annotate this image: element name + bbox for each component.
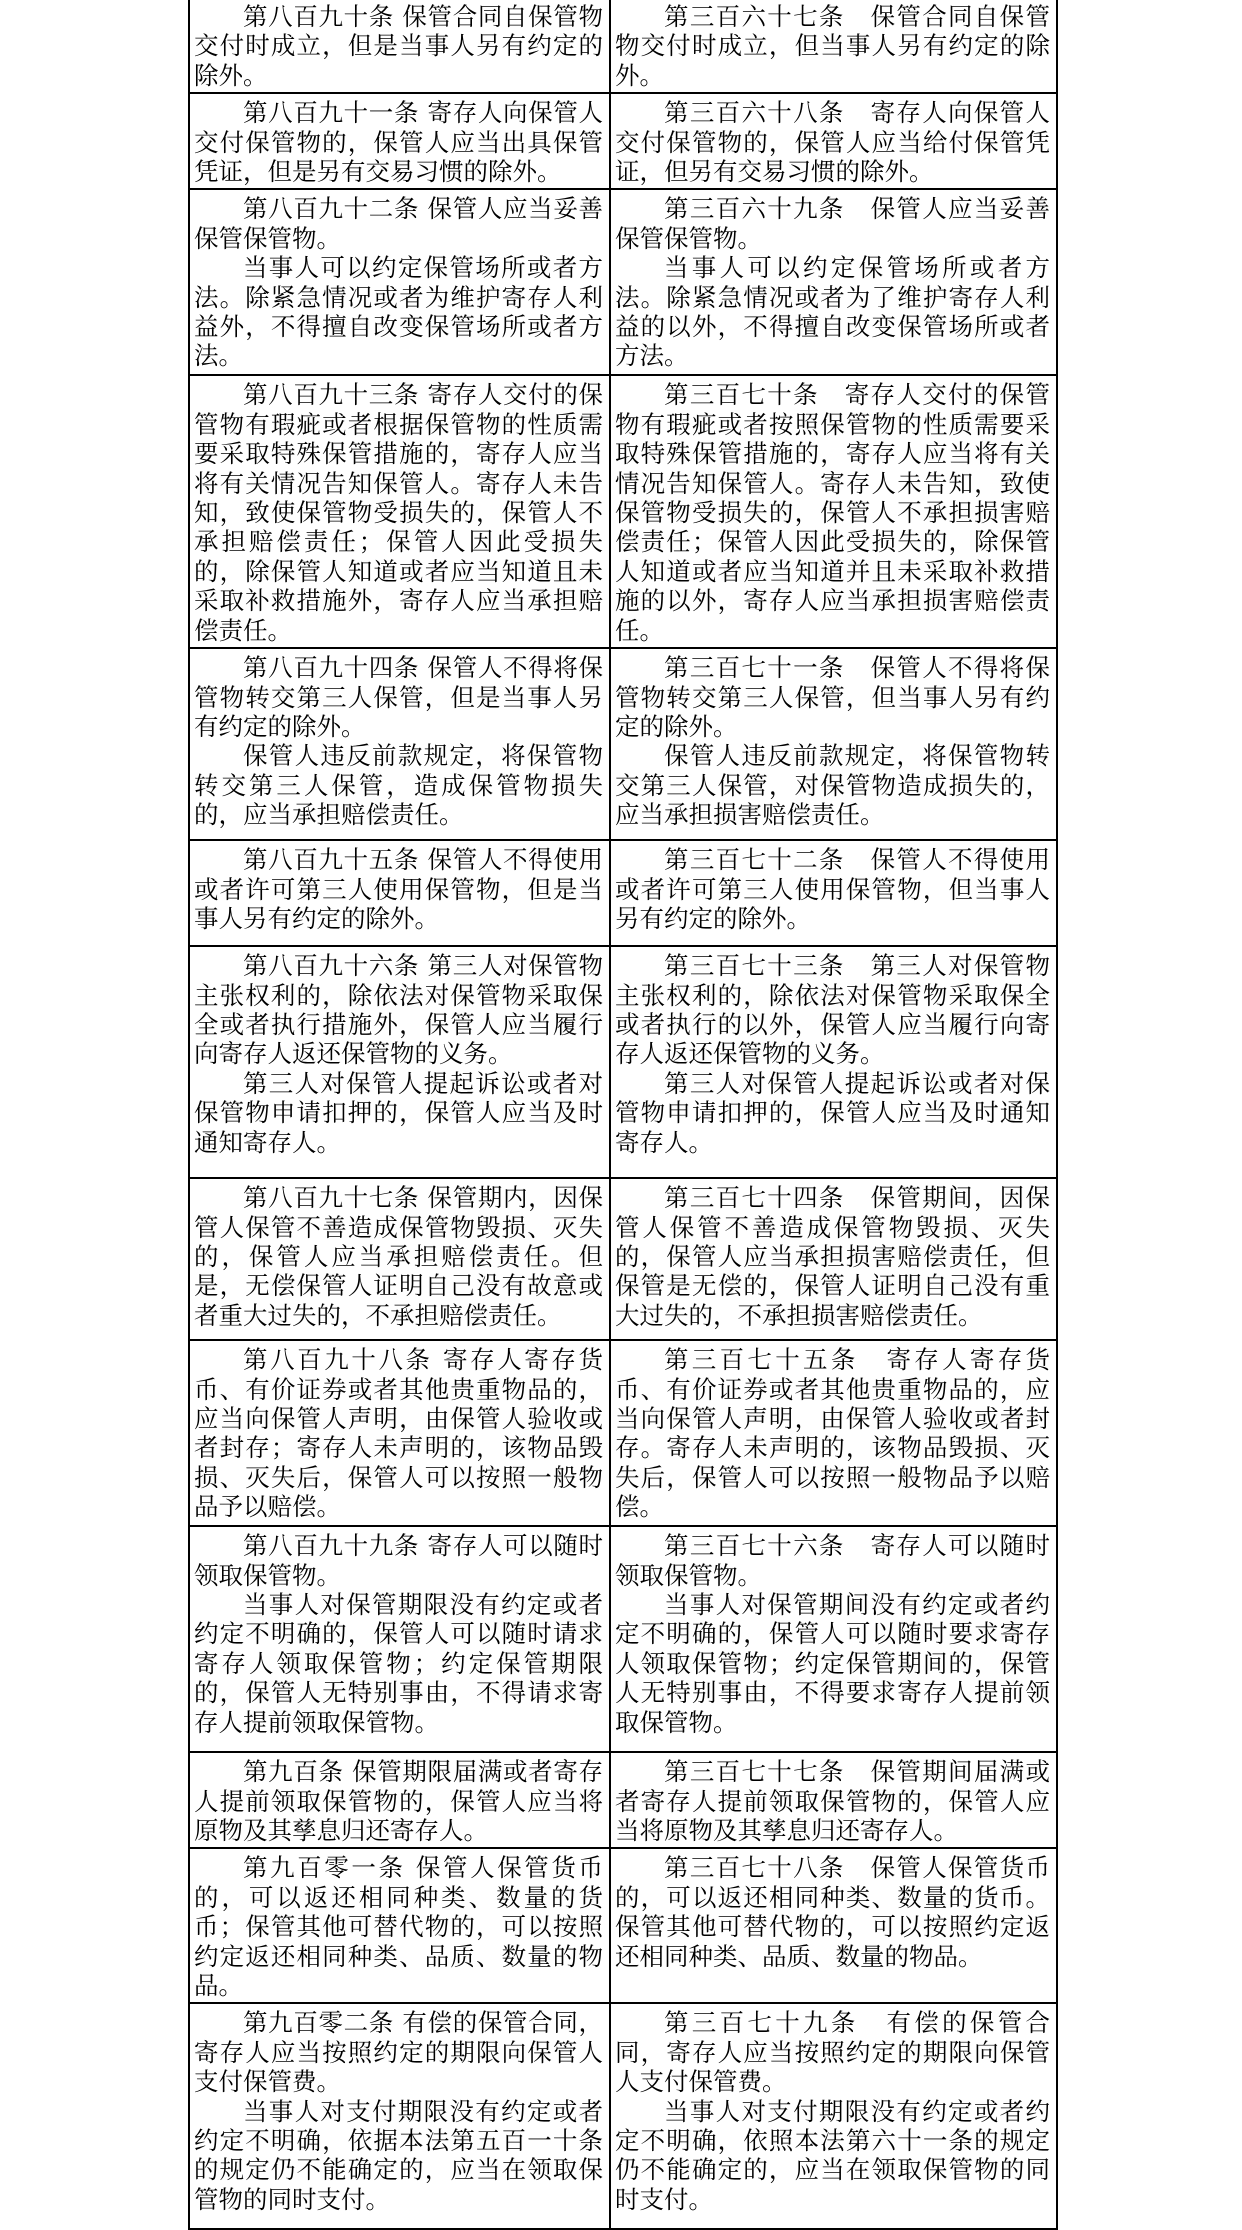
article-paragraph: 保管人违反前款规定，将保管物转交第三人保管，造成保管物损失的，应当承担赔偿责任。 bbox=[194, 741, 603, 830]
article-paragraph: 当事人可以约定保管场所或者方法。除紧急情况或者为维护寄存人利益外，不得擅自改变保管场所或者方法。 bbox=[194, 253, 603, 371]
article-row bbox=[189, 189, 1057, 375]
new-law-cell bbox=[189, 1178, 610, 1340]
article-row bbox=[189, 946, 1057, 1178]
article-paragraph: 当事人可以约定保管场所或者方法。除紧急情况或者为了维护寄存人利益的以外，不得擅自改变保管场所或者方法。 bbox=[615, 253, 1050, 371]
article-paragraph: 第三百七十五条 寄存人寄存货币、有价证券或者其他贵重物品的，应当向保管人声明，由保管人验收或者封存。寄存人未声明的，该物品毁损、灭失后，保管人可以按照一般物品予以赔偿。 bbox=[615, 1345, 1050, 1522]
new-law-cell bbox=[189, 1526, 610, 1752]
new-law-cell bbox=[189, 0, 610, 93]
article-row bbox=[189, 1752, 1057, 1848]
article-paragraph: 第九百零二条 有偿的保管合同，寄存人应当按照约定的期限向保管人支付保管费。 bbox=[194, 2008, 603, 2097]
article-row bbox=[189, 2003, 1057, 2229]
article-paragraph: 第八百九十九条 寄存人可以随时领取保管物。 bbox=[194, 1531, 603, 1590]
article-paragraph: 第三百六十八条 寄存人向保管人交付保管物的，保管人应当给付保管凭证，但另有交易习惯的除外。 bbox=[615, 98, 1050, 187]
article-paragraph: 第三百六十七条 保管合同自保管物交付时成立，但当事人另有约定的除外。 bbox=[615, 2, 1050, 90]
article-row bbox=[189, 1526, 1057, 1752]
article-paragraph: 第三百七十七条 保管期间届满或者寄存人提前领取保管物的，保管人应当将原物及其孳息归还寄存人。 bbox=[615, 1757, 1050, 1845]
article-paragraph: 当事人对保管期间没有约定或者约定不明确的，保管人可以随时要求寄存人领取保管物；约定保管期间的，保管人无特别事由，不得要求寄存人提前领取保管物。 bbox=[615, 1589, 1050, 1737]
article-paragraph: 第三百六十九条 保管人应当妥善保管保管物。 bbox=[615, 194, 1050, 253]
old-law-cell bbox=[610, 2003, 1057, 2229]
new-law-cell bbox=[189, 648, 610, 840]
article-row bbox=[189, 375, 1057, 648]
new-law-cell bbox=[189, 946, 610, 1178]
article-paragraph: 第九百零一条 保管人保管货币的，可以返还相同种类、数量的货币；保管其他可替代物的，可以按照约定返还相同种类、品质、数量的物品。 bbox=[194, 1853, 603, 2000]
article-row bbox=[189, 0, 1057, 93]
article-row bbox=[189, 1848, 1057, 2003]
article-paragraph: 当事人对支付期限没有约定或者约定不明确，依照本法第六十一条的规定仍不能确定的，应当在领取保管物的同时支付。 bbox=[615, 2096, 1050, 2214]
old-law-cell bbox=[610, 0, 1057, 93]
old-law-cell bbox=[610, 1340, 1057, 1526]
article-paragraph: 第八百九十五条 保管人不得使用或者许可第三人使用保管物，但是当事人另有约定的除外。 bbox=[194, 845, 603, 933]
old-law-cell bbox=[610, 946, 1057, 1178]
article-paragraph: 第三百七十三条 第三人对保管物主张权利的，除依法对保管物采取保全或者执行的以外，保管人应当履行向寄存人返还保管物的义务。 bbox=[615, 951, 1050, 1069]
old-law-cell bbox=[610, 1848, 1057, 2003]
new-law-cell bbox=[189, 93, 610, 189]
new-law-cell bbox=[189, 1752, 610, 1848]
article-row bbox=[189, 1340, 1057, 1526]
old-law-cell bbox=[610, 93, 1057, 189]
new-law-cell bbox=[189, 1848, 610, 2003]
article-paragraph: 第八百九十二条 保管人应当妥善保管保管物。 bbox=[194, 194, 603, 253]
article-paragraph: 第八百九十四条 保管人不得将保管物转交第三人保管，但是当事人另有约定的除外。 bbox=[194, 653, 603, 741]
article-paragraph: 第三百七十一条 保管人不得将保管物转交第三人保管，但当事人另有约定的除外。 bbox=[615, 653, 1050, 741]
new-law-cell bbox=[189, 2003, 610, 2229]
article-paragraph: 第八百九十七条 保管期内，因保管人保管不善造成保管物毁损、灭失的，保管人应当承担赔偿责任。但是，无偿保管人证明自己没有故意或者重大过失的，不承担赔偿责任。 bbox=[194, 1183, 603, 1330]
old-law-cell bbox=[610, 1526, 1057, 1752]
old-law-cell bbox=[610, 1178, 1057, 1340]
old-law-cell bbox=[610, 1752, 1057, 1848]
old-law-cell bbox=[610, 189, 1057, 375]
article-paragraph: 第八百九十条 保管合同自保管物交付时成立，但是当事人另有约定的除外。 bbox=[194, 2, 603, 90]
new-law-cell bbox=[189, 1340, 610, 1526]
new-law-cell bbox=[189, 840, 610, 946]
article-paragraph: 第三人对保管人提起诉讼或者对保管物申请扣押的，保管人应当及时通知寄存人。 bbox=[194, 1068, 603, 1157]
comparison-table bbox=[188, 0, 1058, 2230]
article-row bbox=[189, 840, 1057, 946]
article-paragraph: 第三人对保管人提起诉讼或者对保管物申请扣押的，保管人应当及时通知寄存人。 bbox=[615, 1068, 1050, 1157]
article-paragraph: 第八百九十一条 寄存人向保管人交付保管物的，保管人应当出具保管凭证，但是另有交易习惯的除外。 bbox=[194, 98, 603, 187]
new-law-cell bbox=[189, 189, 610, 375]
article-paragraph: 第三百七十六条 寄存人可以随时领取保管物。 bbox=[615, 1531, 1050, 1590]
article-paragraph: 第八百九十八条 寄存人寄存货币、有价证券或者其他贵重物品的，应当向保管人声明，由保管人验收或者封存；寄存人未声明的，该物品毁损、灭失后，保管人可以按照一般物品予以赔偿。 bbox=[194, 1345, 603, 1522]
article-paragraph: 当事人对支付期限没有约定或者约定不明确，依据本法第五百一十条的规定仍不能确定的，应当在领取保管物的同时支付。 bbox=[194, 2096, 603, 2214]
old-law-cell bbox=[610, 375, 1057, 648]
article-paragraph: 第九百条 保管期限届满或者寄存人提前领取保管物的，保管人应当将原物及其孳息归还寄存人。 bbox=[194, 1757, 603, 1845]
article-row bbox=[189, 648, 1057, 840]
old-law-cell bbox=[610, 648, 1057, 840]
new-law-cell bbox=[189, 375, 610, 648]
article-paragraph: 第三百七十八条 保管人保管货币的，可以返还相同种类、数量的货币。保管其他可替代物的，可以按照约定返还相同种类、品质、数量的物品。 bbox=[615, 1853, 1050, 1971]
old-law-cell bbox=[610, 840, 1057, 946]
article-paragraph: 第三百七十二条 保管人不得使用或者许可第三人使用保管物，但当事人另有约定的除外。 bbox=[615, 845, 1050, 933]
article-paragraph: 第三百七十四条 保管期间，因保管人保管不善造成保管物毁损、灭失的，保管人应当承担损害赔偿责任，但保管是无偿的，保管人证明自己没有重大过失的，不承担损害赔偿责任。 bbox=[615, 1183, 1050, 1330]
article-row bbox=[189, 1178, 1057, 1340]
comparison-table-body bbox=[189, 0, 1057, 2229]
article-paragraph: 第八百九十三条 寄存人交付的保管物有瑕疵或者根据保管物的性质需要采取特殊保管措施的，寄存人应当将有关情况告知保管人。寄存人未告知，致使保管物受损失的，保管人不承担赔偿责任；保管人因此受损失的，除保管人知道或者应当知道且未采取补救措施外，寄存人应当承担赔偿责任。 bbox=[194, 380, 603, 645]
article-row bbox=[189, 93, 1057, 189]
article-paragraph: 保管人违反前款规定，将保管物转交第三人保管，对保管物造成损失的，应当承担损害赔偿责任。 bbox=[615, 741, 1050, 830]
article-paragraph: 第三百七十九条 有偿的保管合同，寄存人应当按照约定的期限向保管人支付保管费。 bbox=[615, 2008, 1050, 2097]
article-paragraph: 第八百九十六条 第三人对保管物主张权利的，除依法对保管物采取保全或者执行措施外，保管人应当履行向寄存人返还保管物的义务。 bbox=[194, 951, 603, 1069]
article-paragraph: 当事人对保管期限没有约定或者约定不明确的，保管人可以随时请求寄存人领取保管物；约定保管期限的，保管人无特别事由，不得请求寄存人提前领取保管物。 bbox=[194, 1589, 603, 1737]
article-paragraph: 第三百七十条 寄存人交付的保管物有瑕疵或者按照保管物的性质需要采取特殊保管措施的，寄存人应当将有关情况告知保管人。寄存人未告知，致使保管物受损失的，保管人不承担损害赔偿责任；保管人因此受损失的，除保管人知道或者应当知道并且未采取补救措施的以外，寄存人应当承担损害赔偿责任。 bbox=[615, 380, 1050, 645]
